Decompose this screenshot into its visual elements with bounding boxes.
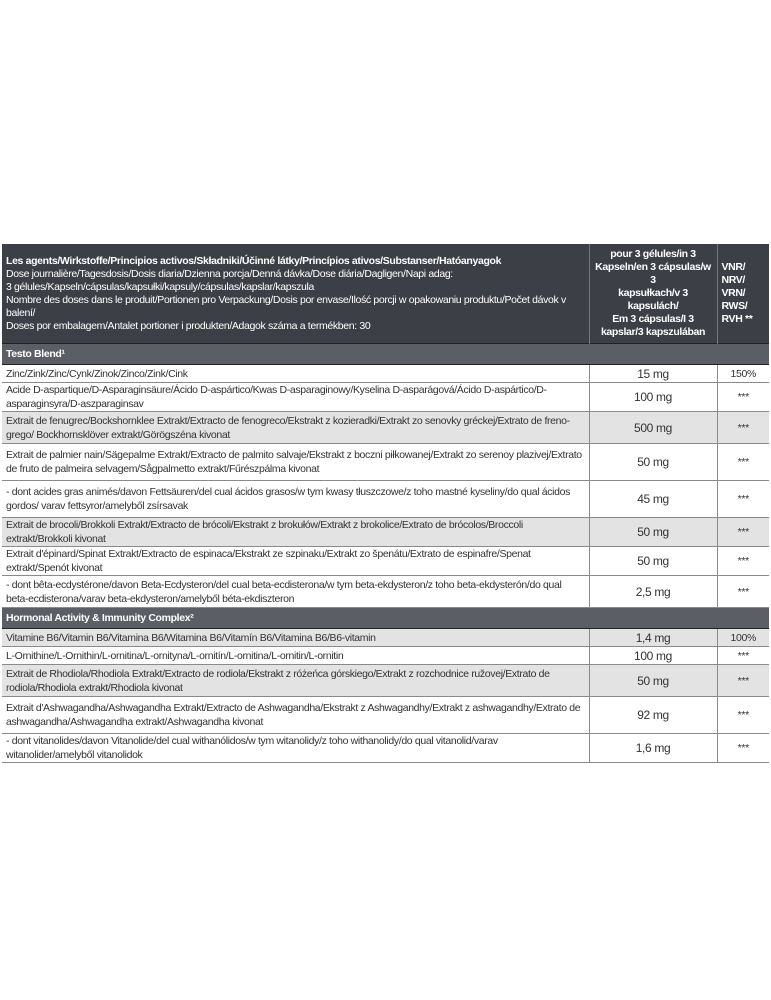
header-amount-line: kapslar/3 kapszulában <box>600 326 706 338</box>
table-row <box>2 412 769 444</box>
ingredient-nrv: *** <box>717 734 769 763</box>
ingredients-table <box>2 244 769 763</box>
table-row <box>2 697 769 734</box>
table-row <box>2 444 769 481</box>
table-row <box>2 629 769 647</box>
ingredient-amount: 100 mg <box>589 383 717 412</box>
table-row <box>2 383 769 412</box>
nutrition-table-panel <box>2 244 769 763</box>
header-daily-dose: Dose journalière/Tagesdosis/Dosis diaria/Dzienna porcja/Denná dávka/Dose diária/Dagligen/Napi adag: <box>6 267 453 280</box>
ingredient-amount: 500 mg <box>589 412 717 444</box>
section-title: Hormonal Activity & Immunity Complex² <box>2 608 769 629</box>
ingredient-name: - dont vitanolides/davon Vitanolide/del cual withanólidos/w tym witanolidy/z toho withanolidy/do qual vitanolid/varav witanolider/amelyből vitanolidok <box>2 734 589 763</box>
ingredient-amount: 100 mg <box>589 647 717 665</box>
ingredient-amount: 50 mg <box>589 518 717 547</box>
section-header-row <box>2 608 769 629</box>
header-amount-line: kapsułkach/v 3 kapsulách/ <box>618 287 688 312</box>
ingredient-nrv: *** <box>717 665 769 697</box>
ingredient-name: Vitamine B6/Vitamin B6/Vitamina B6/Witamina B6/Vitamín B6/Vitamina B6/B6-vitamin <box>2 629 589 647</box>
ingredient-amount: 45 mg <box>589 481 717 518</box>
ingredient-amount: 15 mg <box>589 365 717 383</box>
ingredient-name: Extrait de palmier nain/Sägepalme Extrakt/Extracto de palmito salvaje/Ekstrakt z boczni piłkowanej/Extrakt zo serenoy plazivej/Extrato de fruto de palmeira selvagem/Sågpalmetto extrakt/Fűrészpálma kivonat <box>2 444 589 481</box>
table-row <box>2 734 769 763</box>
section-header-row <box>2 344 769 365</box>
ingredient-amount: 50 mg <box>589 547 717 576</box>
ingredient-amount: 50 mg <box>589 665 717 697</box>
ingredient-name: Zinc/Zink/Zinc/Cynk/Zinok/Zinco/Zink/Cink <box>2 365 589 383</box>
ingredient-nrv: *** <box>717 481 769 518</box>
ingredient-name: L-Ornithine/L-Ornithin/L-ornitina/L-ornityna/L-ornitín/L-ornitina/L-ornitin/L-ornitin <box>2 647 589 665</box>
header-amount-line: pour 3 gélules/in 3 <box>610 248 696 260</box>
ingredient-name: - dont acides gras animés/davon Fettsäuren/del cual ácidos grasos/w tym kwasy tłuszczowe/z toho mastné kyseliny/do qual ácidos gordos/ varav fettsyror/amelyből zsírsavak <box>2 481 589 518</box>
ingredient-nrv: *** <box>717 518 769 547</box>
ingredient-amount: 2,5 mg <box>589 576 717 608</box>
header-nrv-cell <box>717 244 769 344</box>
ingredient-name: Extrait d'épinard/Spinat Extrakt/Extracto de espinaca/Ekstrakt ze szpinaku/Extrakt zo špenátu/Extrato de espinafre/Spenat extrakt/Spenót kivonat <box>2 547 589 576</box>
ingredient-name: - dont bêta-ecdystérone/davon Beta-Ecdysteron/del cual beta-ecdisterona/w tym beta-ekdysteron/z toho beta-ekdysterón/do qual beta-ecdisterona/varav beta-ekdysteron/amelyből béta-ekdiszteron <box>2 576 589 608</box>
table-row <box>2 665 769 697</box>
table-row <box>2 547 769 576</box>
ingredient-nrv: *** <box>717 647 769 665</box>
ingredient-name: Extrait d'Ashwagandha/Ashwagandha Extrakt/Extracto de Ashwagandha/Ekstrakt z Ashwagandhy/Extrakt z ashwagandhy/Extrato de ashwagandha/Ashwagandha extrakt/Ashwagandha kivonat <box>2 697 589 734</box>
ingredient-amount: 50 mg <box>589 444 717 481</box>
ingredient-amount: 1,4 mg <box>589 629 717 647</box>
table-row <box>2 576 769 608</box>
ingredient-nrv: *** <box>717 412 769 444</box>
header-nrv-line: NRV/ <box>721 274 745 286</box>
header-nrv-line: RWS/ <box>721 300 748 312</box>
header-amount-line: Kapseln/en 3 cápsulas/w 3 <box>595 261 711 286</box>
table-row <box>2 647 769 665</box>
table-row <box>2 481 769 518</box>
ingredient-nrv: 100% <box>717 629 769 647</box>
header-amount-cell <box>589 244 717 344</box>
header-nrv-line: VRN/ <box>721 287 746 299</box>
ingredient-name: Extrait de brocoli/Brokkoli Extrakt/Extracto de brócoli/Ekstrakt z brokułów/Extrakt z brokolice/Extrato de brócolos/Broccoli extrakt/Brokkoli kivonat <box>2 518 589 547</box>
ingredient-name: Acide D-aspartique/D-Asparaginsäure/Ácido D-aspártico/Kwas D-asparaginowy/Kyselina D-asparágová/Ácido D-aspártico/D-asparaginsyra/D-aszparaginsav <box>2 383 589 412</box>
header-amount-line: Em 3 cápsulas/I 3 <box>612 313 694 325</box>
header-nrv-line: RVH ** <box>721 313 753 325</box>
ingredient-nrv: *** <box>717 576 769 608</box>
section-title: Testo Blend¹ <box>2 344 769 365</box>
ingredient-nrv: *** <box>717 697 769 734</box>
ingredient-nrv: *** <box>717 383 769 412</box>
header-nrv-line: VNR/ <box>721 261 746 273</box>
ingredient-name: Extrait de Rhodiola/Rhodiola Extrakt/Extracto de rodiola/Ekstrakt z różeńca górskiego/Extrakt z rozchodnice ružovej/Extrato de rodiola/Rhodiola extrakt/Rhodiola kivonat <box>2 665 589 697</box>
ingredient-nrv: *** <box>717 547 769 576</box>
header-doses-count-2: Doses por embalagem/Antalet portioner i produkten/Adagok száma a termékben: 30 <box>6 319 371 332</box>
table-header-row <box>2 244 769 344</box>
ingredient-nrv: 150% <box>717 365 769 383</box>
header-title: Les agents/Wirkstoffe/Principios activos/Składniki/Účinné látky/Princípios ativos/Substanser/Hatóanyagok <box>6 254 502 267</box>
header-ingredients-cell <box>2 244 589 344</box>
header-capsules: 3 gélules/Kapseln/cápsulas/kapsułki/kapsuly/cápsulas/kapslar/kapszula <box>6 280 314 293</box>
ingredient-nrv: *** <box>717 444 769 481</box>
ingredient-name: Extrait de fenugrec/Bockshornklee Extrakt/Extracto de fenogreco/Ekstrakt z kozieradki/Extrakt zo senovky gréckej/Extrato de freno-grego/ Bockhornsklöver extrakt/Görögszéna kivonat <box>2 412 589 444</box>
ingredient-amount: 1,6 mg <box>589 734 717 763</box>
ingredient-amount: 92 mg <box>589 697 717 734</box>
table-row <box>2 365 769 383</box>
header-doses-count: Nombre des doses dans le produit/Portionen pro Verpackung/Dosis por envase/Ilość porcji w opakowaniu produktu/Počet dávok v balení/ <box>6 293 566 319</box>
table-row <box>2 518 769 547</box>
